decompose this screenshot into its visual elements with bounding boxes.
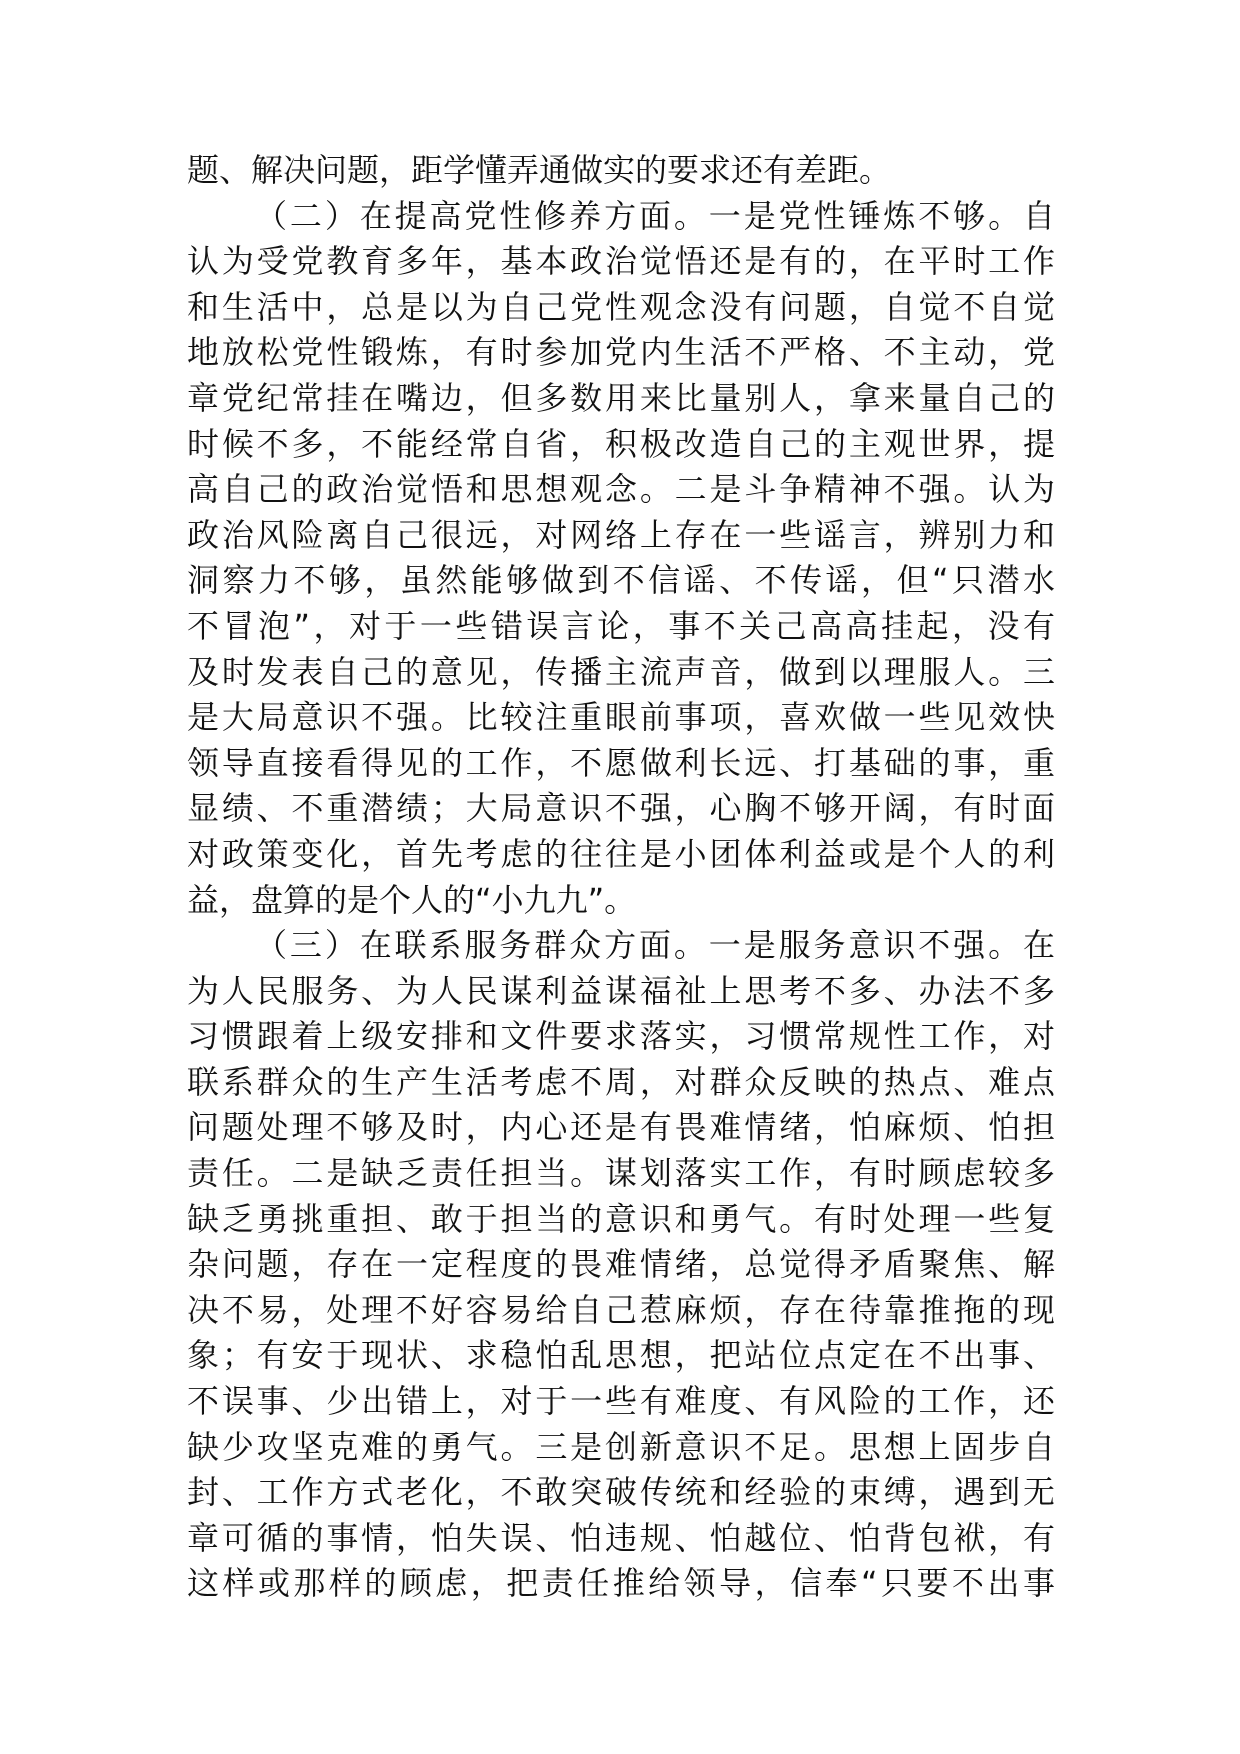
text-line: 是大局意识不强。比较注重眼前事项，喜欢做一些见效快 [187,698,1055,737]
text-line: 不误事、少出错上，对于一些有难度、有风险的工作，还 [187,1382,1055,1421]
text-line: 决不易，处理不好容易给自己惹麻烦，存在待靠推拖的现 [187,1290,1055,1329]
text-line: 封、工作方式老化，不敢突破传统和经验的束缚，遇到无 [187,1473,1055,1512]
text-line: 不冒泡”，对于一些错误言论，事不关己高高挂起，没有 [187,606,1055,645]
text-line: 及时发表自己的意见，传播主流声音，做到以理服人。三 [187,652,1055,691]
text-line: 章党纪常挂在嘴边，但多数用来比量别人，拿来量自己的 [187,378,1055,417]
text-line: 缺少攻坚克难的勇气。三是创新意识不足。思想上固步自 [187,1427,1055,1466]
text-line: 时候不多，不能经常自省，积极改造自己的主观世界，提 [187,424,1055,463]
text-line: 洞察力不够，虽然能够做到不信谣、不传谣，但“只潜水 [187,561,1055,600]
text-line: 认为受党教育多年，基本政治觉悟还是有的，在平时工作 [187,242,1055,281]
text-line: 题、解决问题，距学懂弄通做实的要求还有差距。 [187,151,892,189]
text-line: 杂问题，存在一定程度的畏难情绪，总觉得矛盾聚焦、解 [187,1245,1055,1284]
text-line: 为人民服务、为人民谋利益谋福祉上思考不多、办法不多 [187,971,1055,1010]
text-line: 对政策变化，首先考虑的往往是小团体利益或是个人的利 [187,834,1055,873]
text-line: 地放松党性锻炼，有时参加党内生活不严格、不主动，党 [187,333,1055,372]
text-line: 益，盘算的是个人的“小九九”。 [187,880,637,919]
text-line: 联系群众的生产生活考虑不周，对群众反映的热点、难点 [187,1062,1055,1101]
text-line: 显绩、不重潜绩；大局意识不强，心胸不够开阔，有时面 [187,789,1055,828]
text-line: 政治风险离自己很远，对网络上存在一些谣言，辨别力和 [187,515,1055,554]
paragraph-start-line: （二）在提高党性修养方面。一是党性锤炼不够。自 [255,196,1055,235]
text-line: 缺乏勇挑重担、敢于担当的意识和勇气。有时处理一些复 [187,1199,1055,1238]
document-body [187,148,1055,1607]
text-line: 问题处理不够及时，内心还是有畏难情绪，怕麻烦、怕担 [187,1108,1055,1147]
text-line: 高自己的政治觉悟和思想观念。二是斗争精神不强。认为 [187,470,1055,509]
text-line: 领导直接看得见的工作，不愿做利长远、打基础的事，重 [187,743,1055,782]
paragraph-start-line: （三）在联系服务群众方面。一是服务意识不强。在 [255,926,1055,965]
text-line: 象；有安于现状、求稳怕乱思想，把站位点定在不出事、 [187,1336,1055,1375]
text-line: 这样或那样的顾虑，把责任推给领导，信奉“只要不出事 [187,1564,1055,1603]
text-line: 责任。二是缺乏责任担当。谋划落实工作，有时顾虑较多 [187,1154,1055,1193]
text-line: 章可循的事情，怕失误、怕违规、怕越位、怕背包袱，有 [187,1518,1055,1557]
text-line: 习惯跟着上级安排和文件要求落实，习惯常规性工作，对 [187,1017,1055,1056]
text-line: 和生活中，总是以为自己党性观念没有问题，自觉不自觉 [187,287,1055,326]
